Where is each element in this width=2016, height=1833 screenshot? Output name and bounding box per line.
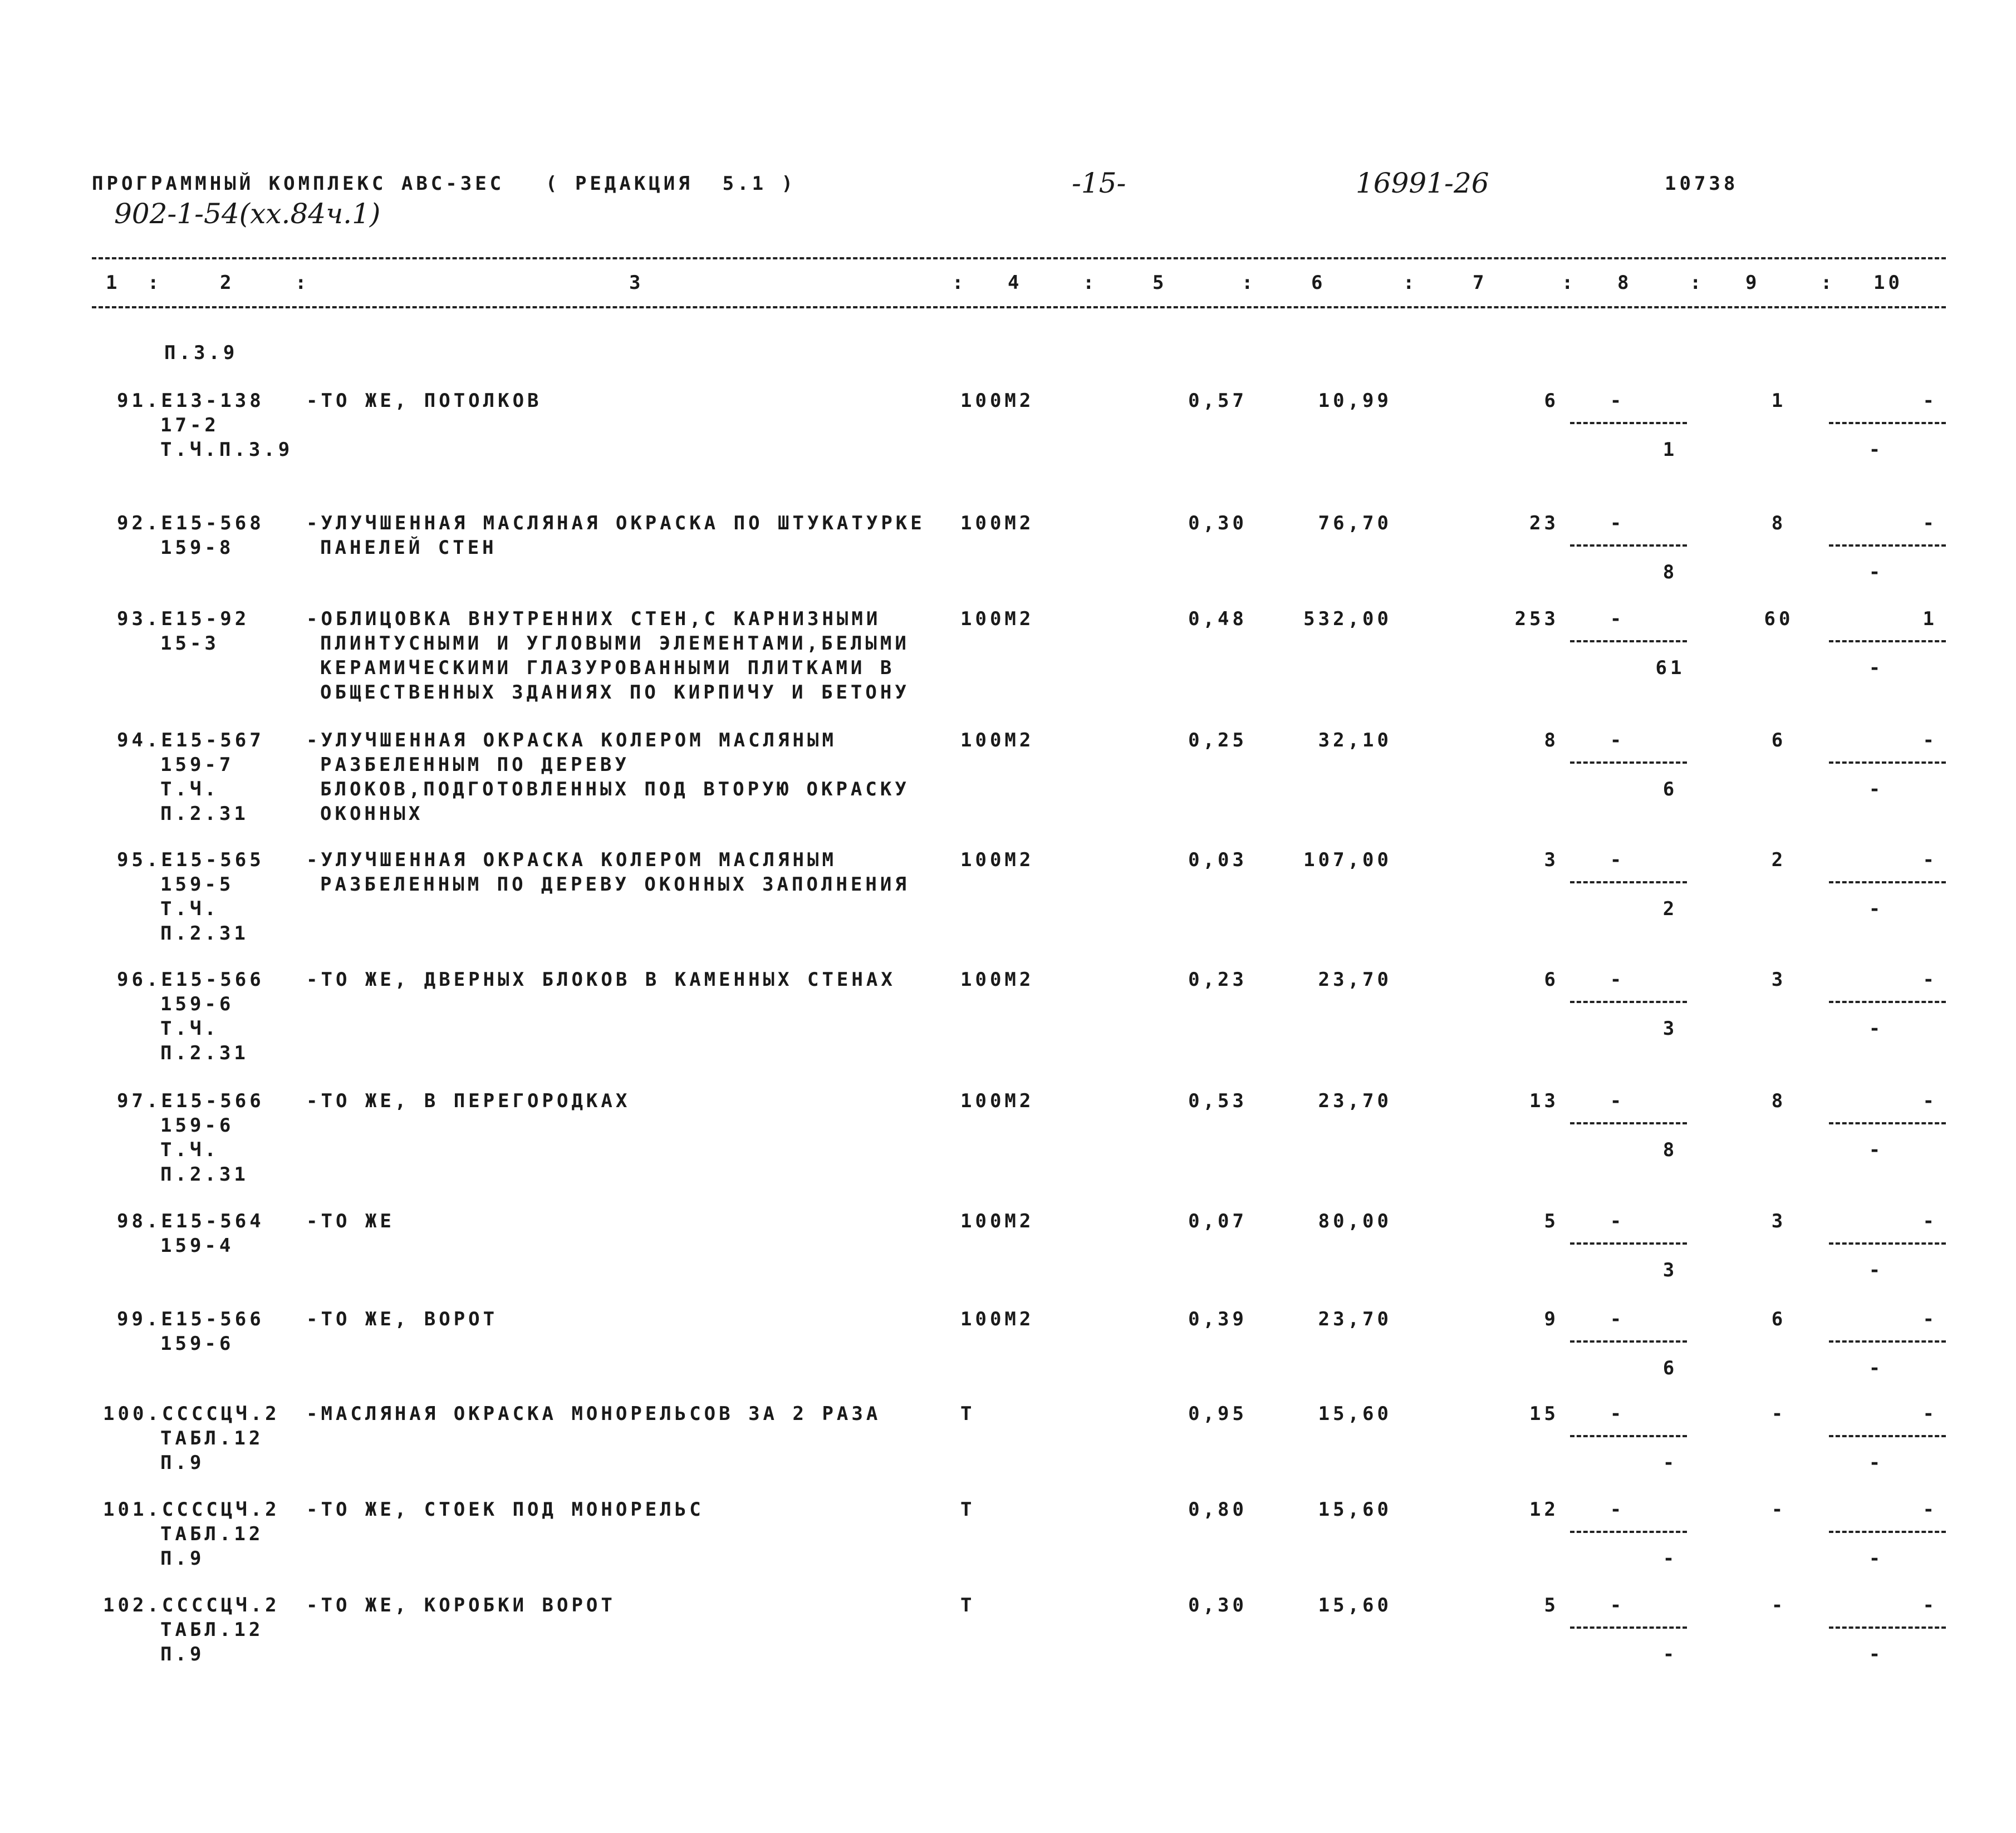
row-code: 94.Е15-567: [117, 729, 264, 751]
row-col10-bottom: -: [1868, 1139, 1884, 1161]
row-col9: 3: [1771, 969, 1787, 991]
row-col10-divider: [1829, 1626, 1946, 1629]
row-code: 159-6: [160, 1114, 234, 1137]
row-unit: 100М2: [960, 849, 1034, 871]
row-code: 159-4: [160, 1235, 234, 1257]
row-col10-bottom: -: [1868, 1643, 1884, 1665]
row-col10-top: -: [1922, 1594, 1937, 1616]
row-col9: 2: [1771, 849, 1787, 871]
row-code: 91.Е13-138: [117, 390, 264, 412]
row-quantity: 0,80: [1188, 1498, 1247, 1521]
row-code: 96.Е15-566: [117, 969, 264, 991]
col-6: 6: [1311, 272, 1326, 294]
row-col10-top: -: [1922, 1210, 1937, 1232]
row-code: 95.Е15-565: [117, 849, 264, 871]
row-description: -МАСЛЯНАЯ ОКРАСКА МОНОРЕЛЬСОВ ЗА 2 РАЗА: [306, 1403, 881, 1425]
row-code: ТАБЛ.12: [160, 1427, 264, 1449]
row-code: 159-7: [160, 754, 234, 776]
row-col10-top: -: [1922, 1403, 1937, 1425]
row-unit-price: 15,60: [1318, 1594, 1392, 1616]
row-col8-divider: [1570, 881, 1687, 883]
row-code: Т.Ч.: [160, 778, 219, 800]
row-col9: 3: [1771, 1210, 1787, 1232]
col-4: 4: [1008, 272, 1023, 294]
row-code: 92.Е15-568: [117, 512, 264, 534]
row-unit-price: 107,00: [1303, 849, 1392, 871]
row-col10-bottom: -: [1868, 1547, 1884, 1570]
row-col8-top: -: [1610, 1308, 1625, 1330]
row-code: 159-6: [160, 993, 234, 1015]
row-unit-price: 10,99: [1318, 390, 1392, 412]
row-col10-top: -: [1922, 512, 1937, 534]
row-col7: 6: [1544, 390, 1559, 412]
row-description: -УЛУЧШЕННАЯ ОКРАСКА КОЛЕРОМ МАСЛЯНЫМ: [306, 849, 837, 871]
row-description: ОБЩЕСТВЕННЫХ ЗДАНИЯХ ПО КИРПИЧУ И БЕТОНУ: [320, 681, 910, 704]
column-header-row: [0, 271, 2016, 298]
col-7: 7: [1473, 272, 1488, 294]
row-description: РАЗБЕЛЕННЫМ ПО ДЕРЕВУ ОКОННЫХ ЗАПОЛНЕНИЯ: [320, 873, 910, 896]
row-col10-divider: [1829, 1001, 1946, 1003]
row-description: БЛОКОВ,ПОДГОТОВЛЕННЫХ ПОД ВТОРУЮ ОКРАСКУ: [320, 778, 910, 800]
row-col8-divider: [1570, 1001, 1687, 1003]
row-code: Т.Ч.: [160, 1018, 219, 1040]
row-col9: -: [1771, 1594, 1787, 1616]
code-number: 10738: [1665, 173, 1739, 195]
row-col7: 15: [1529, 1403, 1559, 1425]
row-unit: 100М2: [960, 390, 1034, 412]
row-col7: 13: [1529, 1090, 1559, 1112]
row-unit: 100М2: [960, 512, 1034, 534]
row-col8-divider: [1570, 544, 1687, 547]
col-9: 9: [1745, 272, 1760, 294]
row-quantity: 0,07: [1188, 1210, 1247, 1232]
row-col8-bottom: 1: [1662, 439, 1678, 461]
col-sep: :: [1690, 272, 1705, 294]
row-col10-top: -: [1922, 1498, 1937, 1521]
row-col8-top: -: [1610, 512, 1625, 534]
row-code: 159-8: [160, 537, 234, 559]
row-code: 100.ССССЦЧ.2: [103, 1403, 280, 1425]
row-col7: 5: [1544, 1210, 1559, 1232]
row-col9: 60: [1764, 608, 1794, 630]
row-unit-price: 80,00: [1318, 1210, 1392, 1232]
col-sep: :: [1821, 272, 1836, 294]
row-col7: 12: [1529, 1498, 1559, 1521]
row-quantity: 0,57: [1188, 390, 1247, 412]
row-code: 102.ССССЦЧ.2: [103, 1594, 280, 1616]
row-code: П.2.31: [160, 803, 249, 825]
row-code: П.2.31: [160, 1163, 249, 1186]
row-description: -ТО ЖЕ, СТОЕК ПОД МОНОРЕЛЬС: [306, 1498, 704, 1521]
row-quantity: 0,25: [1188, 729, 1247, 751]
row-description: КЕРАМИЧЕСКИМИ ГЛАЗУРОВАННЫМИ ПЛИТКАМИ В: [320, 657, 895, 679]
row-col8-divider: [1570, 1531, 1687, 1533]
row-code: Т.Ч.: [160, 898, 219, 920]
row-col10-divider: [1829, 640, 1946, 642]
row-col8-bottom: 6: [1662, 778, 1678, 800]
row-unit: Т: [960, 1403, 975, 1425]
row-col10-divider: [1829, 1531, 1946, 1533]
row-col10-bottom: -: [1868, 1357, 1884, 1379]
row-quantity: 0,95: [1188, 1403, 1247, 1425]
row-col8-top: -: [1610, 1090, 1625, 1112]
row-col7: 6: [1544, 969, 1559, 991]
row-code: П.2.31: [160, 1042, 249, 1064]
row-quantity: 0,30: [1188, 512, 1247, 534]
row-description: -УЛУЧШЕННАЯ МАСЛЯНАЯ ОКРАСКА ПО ШТУКАТУРКЕ: [306, 512, 925, 534]
row-unit-price: 32,10: [1318, 729, 1392, 751]
row-code: 15-3: [160, 632, 219, 655]
row-col10-top: -: [1922, 390, 1937, 412]
row-col10-top: -: [1922, 729, 1937, 751]
row-code: 97.Е15-566: [117, 1090, 264, 1112]
row-description: -ОБЛИЦОВКА ВНУТРЕННИХ СТЕН,С КАРНИЗНЫМИ: [306, 608, 881, 630]
row-code: 159-6: [160, 1333, 234, 1355]
header-rule-top: [92, 257, 1946, 259]
row-code: 17-2: [160, 414, 219, 436]
row-col9: 6: [1771, 729, 1787, 751]
row-unit-price: 15,60: [1318, 1403, 1392, 1425]
col-sep: :: [952, 272, 967, 294]
row-col7: 8: [1544, 729, 1559, 751]
row-code: ТАБЛ.12: [160, 1523, 264, 1545]
row-col8-divider: [1570, 761, 1687, 764]
row-col10-bottom: -: [1868, 778, 1884, 800]
col-sep: :: [1083, 272, 1098, 294]
row-description: -ТО ЖЕ: [306, 1210, 395, 1232]
row-code: П.9: [160, 1643, 205, 1665]
row-col7: 253: [1514, 608, 1559, 630]
row-unit: 100М2: [960, 1308, 1034, 1330]
row-col8-bottom: 8: [1662, 561, 1678, 583]
row-unit: 100М2: [960, 729, 1034, 751]
row-description: РАЗБЕЛЕННЫМ ПО ДЕРЕВУ: [320, 754, 630, 776]
row-unit-price: 15,60: [1318, 1498, 1392, 1521]
row-col10-top: -: [1922, 1308, 1937, 1330]
row-col9: -: [1771, 1498, 1787, 1521]
row-code: 159-5: [160, 873, 234, 896]
row-col8-top: -: [1610, 1210, 1625, 1232]
row-col10-bottom: -: [1868, 439, 1884, 461]
row-unit-price: 23,70: [1318, 969, 1392, 991]
row-col8-divider: [1570, 1242, 1687, 1245]
row-col8-top: -: [1610, 1498, 1625, 1521]
row-col10-bottom: -: [1868, 657, 1884, 679]
edition-label: ( РЕДАКЦИЯ 5.1 ): [546, 173, 796, 195]
row-col10-divider: [1829, 1122, 1946, 1124]
row-col10-top: -: [1922, 1090, 1937, 1112]
row-col8-divider: [1570, 1435, 1687, 1437]
row-col9: 8: [1771, 1090, 1787, 1112]
col-8: 8: [1617, 272, 1632, 294]
row-quantity: 0,39: [1188, 1308, 1247, 1330]
row-quantity: 0,03: [1188, 849, 1247, 871]
page-number: -15-: [1072, 167, 1126, 199]
row-col9: 1: [1771, 390, 1787, 412]
row-col10-bottom: -: [1868, 1259, 1884, 1281]
col-sep: :: [1403, 272, 1418, 294]
row-col8-divider: [1570, 1626, 1687, 1629]
row-col8-bottom: 2: [1662, 898, 1678, 920]
col-sep: :: [1562, 272, 1577, 294]
row-quantity: 0,48: [1188, 608, 1247, 630]
row-col10-divider: [1829, 1435, 1946, 1437]
row-unit: 100М2: [960, 1090, 1034, 1112]
row-col10-divider: [1829, 422, 1946, 424]
col-10: 10: [1873, 272, 1903, 294]
row-description: -УЛУЧШЕННАЯ ОКРАСКА КОЛЕРОМ МАСЛЯНЫМ: [306, 729, 837, 751]
row-col8-bottom: 6: [1662, 1357, 1678, 1379]
row-unit-price: 23,70: [1318, 1308, 1392, 1330]
row-col8-divider: [1570, 1340, 1687, 1343]
row-col10-bottom: -: [1868, 1452, 1884, 1474]
col-sep: :: [1242, 272, 1257, 294]
row-description: -ТО ЖЕ, КОРОБКИ ВОРОТ: [306, 1594, 616, 1616]
row-code: ТАБЛ.12: [160, 1619, 264, 1641]
row-col10-divider: [1829, 881, 1946, 883]
row-code: 93.Е15-92: [117, 608, 250, 630]
row-col8-top: -: [1610, 1403, 1625, 1425]
row-description: ПЛИНТУСНЫМИ И УГЛОВЫМИ ЭЛЕМЕНТАМИ,БЕЛЫМИ: [320, 632, 910, 655]
pre-row-ref: П.3.9: [164, 342, 238, 364]
row-col8-top: -: [1610, 729, 1625, 751]
row-col8-bottom: -: [1662, 1547, 1678, 1570]
row-unit-price: 23,70: [1318, 1090, 1392, 1112]
row-col9: 6: [1771, 1308, 1787, 1330]
row-col10-top: -: [1922, 969, 1937, 991]
col-sep: :: [148, 272, 163, 294]
row-unit: Т: [960, 1594, 975, 1616]
row-code: Т.Ч.: [160, 1139, 219, 1161]
row-col7: 23: [1529, 512, 1559, 534]
col-1: 1: [106, 272, 121, 294]
row-col8-top: -: [1610, 390, 1625, 412]
row-code: П.2.31: [160, 922, 249, 945]
row-unit: Т: [960, 1498, 975, 1521]
row-col10-divider: [1829, 1340, 1946, 1343]
col-sep: :: [295, 272, 310, 294]
row-unit: 100М2: [960, 608, 1034, 630]
row-unit-price: 532,00: [1303, 608, 1392, 630]
row-col10-divider: [1829, 761, 1946, 764]
row-col10-divider: [1829, 1242, 1946, 1245]
row-description: -ТО ЖЕ, ДВЕРНЫХ БЛОКОВ В КАМЕННЫХ СТЕНАХ: [306, 969, 896, 991]
row-col8-bottom: -: [1662, 1643, 1678, 1665]
row-code: 99.Е15-566: [117, 1308, 264, 1330]
project-code: 902-1-54(хх.84ч.1): [114, 198, 381, 230]
row-col10-divider: [1829, 544, 1946, 547]
row-col8-top: -: [1610, 608, 1625, 630]
row-code: П.9: [160, 1452, 205, 1474]
row-col8-top: -: [1610, 849, 1625, 871]
row-description: ПАНЕЛЕЙ СТЕН: [320, 537, 497, 559]
row-col10-top: 1: [1922, 608, 1937, 630]
row-description: -ТО ЖЕ, ВОРОТ: [306, 1308, 498, 1330]
row-code: 101.ССССЦЧ.2: [103, 1498, 280, 1521]
row-description: -ТО ЖЕ, В ПЕРЕГОРОДКАХ: [306, 1090, 631, 1112]
program-title: ПРОГРАММНЫЙ КОМПЛЕКС АВС-3ЕС: [92, 173, 505, 195]
row-col8-divider: [1570, 1122, 1687, 1124]
col-3: 3: [629, 272, 644, 294]
row-quantity: 0,53: [1188, 1090, 1247, 1112]
row-col10-bottom: -: [1868, 898, 1884, 920]
document-number: 16991-26: [1356, 167, 1489, 199]
row-col8-bottom: 3: [1662, 1259, 1678, 1281]
row-col8-bottom: 61: [1655, 657, 1685, 679]
row-description: ОКОННЫХ: [320, 803, 424, 825]
row-unit: 100М2: [960, 969, 1034, 991]
row-col9: 8: [1771, 512, 1787, 534]
row-unit-price: 76,70: [1318, 512, 1392, 534]
row-unit: 100М2: [960, 1210, 1034, 1232]
col-2: 2: [220, 272, 235, 294]
row-col8-divider: [1570, 422, 1687, 424]
row-col10-bottom: -: [1868, 561, 1884, 583]
col-5: 5: [1152, 272, 1168, 294]
row-quantity: 0,30: [1188, 1594, 1247, 1616]
row-col8-bottom: 3: [1662, 1018, 1678, 1040]
row-col7: 3: [1544, 849, 1559, 871]
row-description: -ТО ЖЕ, ПОТОЛКОВ: [306, 390, 542, 412]
row-col9: -: [1771, 1403, 1787, 1425]
row-col7: 9: [1544, 1308, 1559, 1330]
row-code: 98.Е15-564: [117, 1210, 264, 1232]
header-rule-bottom: [92, 306, 1946, 308]
row-col8-divider: [1570, 640, 1687, 642]
row-col10-bottom: -: [1868, 1018, 1884, 1040]
row-col10-top: -: [1922, 849, 1937, 871]
row-col8-bottom: 8: [1662, 1139, 1678, 1161]
row-code: П.9: [160, 1547, 205, 1570]
row-col8-top: -: [1610, 1594, 1625, 1616]
row-quantity: 0,23: [1188, 969, 1247, 991]
row-col7: 5: [1544, 1594, 1559, 1616]
row-code: Т.Ч.П.3.9: [160, 439, 293, 461]
row-col8-bottom: -: [1662, 1452, 1678, 1474]
row-col8-top: -: [1610, 969, 1625, 991]
